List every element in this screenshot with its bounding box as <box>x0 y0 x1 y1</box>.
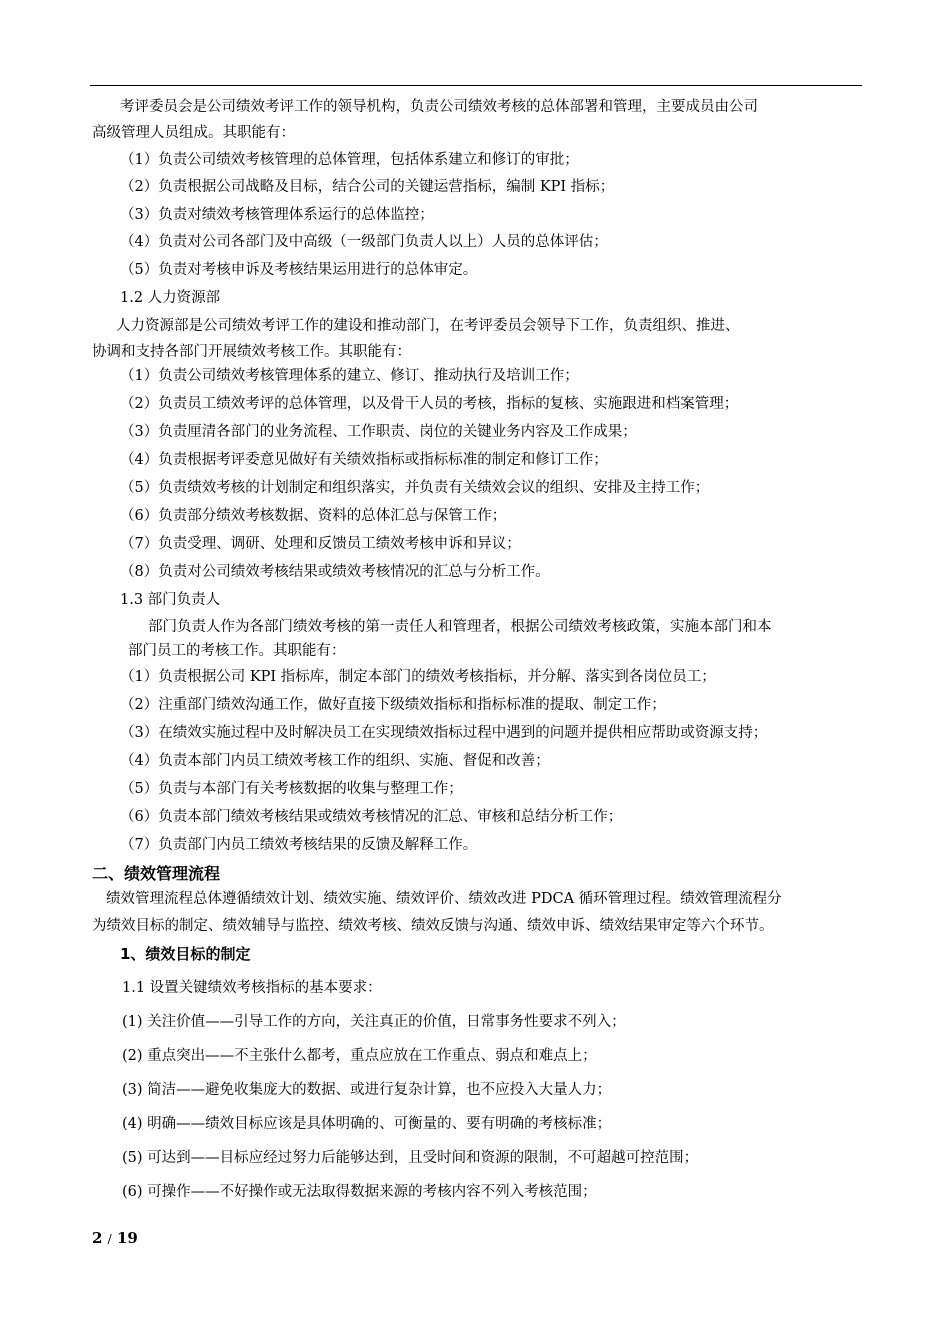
page-separator: / <box>107 1232 112 1246</box>
section-title-hr: 1.2 人力资源部 <box>120 290 221 306</box>
total-pages: 19 <box>116 1229 138 1247</box>
paragraph-dept-line1: 部门负责人作为各部门绩效考核的第一责任人和管理者，根据公司绩效考核政策，实施本部门和本 <box>148 619 772 635</box>
paragraph-hr-line2: 协调和支持各部门开展绩效考核工作。其职能有： <box>92 344 411 360</box>
paragraph-committee-line1: 考评委员会是公司绩效考评工作的领导机构，负责公司绩效考核的总体部署和管理，主要成员由公司 <box>120 99 758 115</box>
list-item: （7）负责部门内员工绩效考核结果的反馈及解释工作。 <box>120 837 478 853</box>
list-item: （6）负责本部门绩效考核结果或绩效考核情况的汇总、审核和总结分析工作； <box>120 809 623 825</box>
list-item: （3）负责对绩效考核管理体系运行的总体监控； <box>120 207 434 223</box>
list-item: （5）负责对考核申诉及考核结果运用进行的总体审定。 <box>120 262 478 278</box>
paragraph-process-line2: 为绩效目标的制定、绩效辅导与监控、绩效考核、绩效反馈与沟通、绩效申诉、绩效结果审定等六个环节。 <box>92 918 774 934</box>
list-item: (4) 明确——绩效目标应该是具体明确的、可衡量的、要有明确的考核标准； <box>122 1116 612 1132</box>
list-item: （2）注重部门绩效沟通工作，做好直接下级绩效指标和指标标准的提取、制定工作； <box>120 697 666 713</box>
list-item: （6）负责部分绩效考核数据、资料的总体汇总与保管工作； <box>120 508 507 524</box>
list-item: (5) 可达到——目标应经过努力后能够达到，且受时间和资源的限制，不可超越可控范围； <box>122 1150 699 1166</box>
list-item: （3）负责厘清各部门的业务流程、工作职责、岗位的关键业务内容及工作成果； <box>120 424 637 440</box>
list-item: （4）负责根据考评委意见做好有关绩效指标或指标标准的制定和修订工作； <box>120 452 608 468</box>
paragraph-hr-line1: 人力资源部是公司绩效考评工作的建设和推动部门，在考评委员会领导下工作，负责组织、推进、 <box>116 318 740 334</box>
heading-goal-setting: 1、绩效目标的制定 <box>120 945 251 963</box>
list-item: (1) 关注价值——引导工作的方向，关注真正的价值，日常事务性要求不列入； <box>122 1014 626 1030</box>
list-item: （2）负责根据公司战略及目标，结合公司的关键运营指标，编制 KPI 指标； <box>120 179 615 195</box>
list-item: （1）负责公司绩效考核管理体系的建立、修订、推动执行及培训工作； <box>120 368 579 384</box>
list-item: （3）在绩效实施过程中及时解决员工在实现绩效指标过程中遇到的问题并提供相应帮助或资源支持； <box>120 725 768 741</box>
page-number <box>92 1229 138 1247</box>
list-item: （4）负责本部门内员工绩效考核工作的组织、实施、督促和改善； <box>120 753 550 769</box>
header-rule <box>90 85 862 86</box>
list-item: （7）负责受理、调研、处理和反馈员工绩效考核申诉和异议； <box>120 536 521 552</box>
list-item: （5）负责绩效考核的计划制定和组织落实，并负责有关绩效会议的组织、安排及主持工作； <box>120 480 710 496</box>
heading-performance-process: 二、绩效管理流程 <box>92 864 221 883</box>
list-item: (2) 重点突出——不主张什么都考，重点应放在工作重点、弱点和难点上； <box>122 1048 597 1064</box>
list-item: （2）负责员工绩效考评的总体管理，以及骨干人员的考核，指标的复核、实施跟进和档案管理； <box>120 396 739 412</box>
list-item: (3) 简洁——避免收集庞大的数据、或进行复杂计算，也不应投入大量人力； <box>122 1082 612 1098</box>
list-item: （8）负责对公司绩效考核结果或绩效考核情况的汇总与分析工作。 <box>120 564 550 580</box>
section-title-requirements: 1.1 设置关键绩效考核指标的基本要求： <box>122 980 382 996</box>
list-item: （1）负责公司绩效考核管理的总体管理，包括体系建立和修订的审批； <box>120 152 579 168</box>
paragraph-dept-line2: 部门员工的考核工作。其职能有： <box>128 643 346 659</box>
section-title-dept: 1.3 部门负责人 <box>120 592 221 608</box>
list-item: （4）负责对公司各部门及中高级（一级部门负责人以上）人员的总体评估； <box>120 234 608 250</box>
paragraph-process-line1: 绩效管理流程总体遵循绩效计划、绩效实施、绩效评价、绩效改进 PDCA 循环管理过程。绩效管理流程分 <box>106 891 782 907</box>
paragraph-committee-line2: 高级管理人员组成。其职能有： <box>92 125 295 141</box>
list-item: (6) 可操作——不好操作或无法取得数据来源的考核内容不列入考核范围； <box>122 1184 597 1200</box>
list-item: （5）负责与本部门有关考核数据的收集与整理工作； <box>120 781 463 797</box>
list-item: （1）负责根据公司 KPI 指标库，制定本部门的绩效考核指标，并分解、落实到各岗位员工； <box>120 669 716 685</box>
current-page: 2 <box>92 1229 103 1247</box>
